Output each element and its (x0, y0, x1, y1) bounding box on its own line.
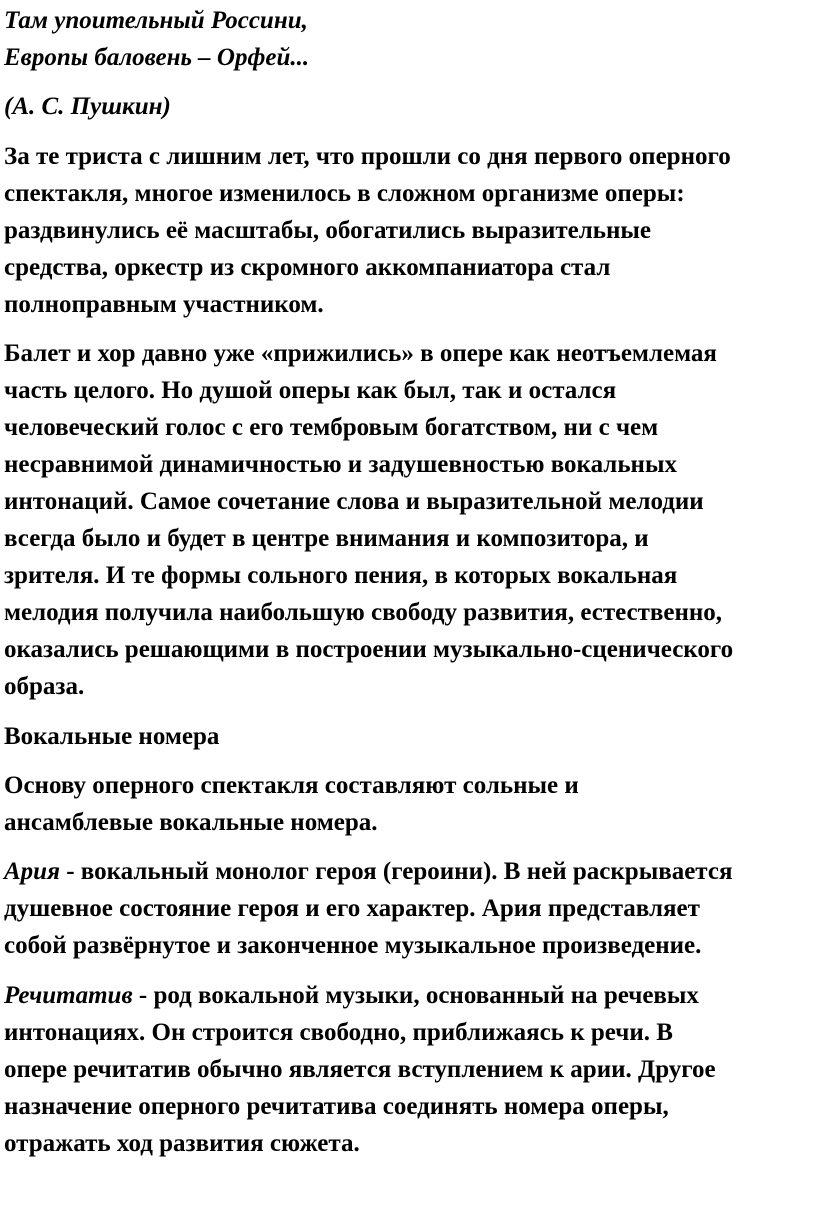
paragraph-intro (4, 138, 814, 323)
text-line: спектакля, многое изменилось в сложном организме оперы: (4, 180, 685, 207)
definition-first-line (4, 853, 814, 890)
text-line: образа. (4, 673, 85, 700)
text-line: собой развёрнутое и законченное музыкальное произведение. (4, 932, 702, 959)
text-line: Балет и хор давно уже «прижились» в опере как неотъемлемая (4, 340, 717, 367)
text-line: назначение оперного речитатива соединять номера оперы, (4, 1093, 669, 1120)
definition-aria (4, 853, 814, 964)
definition-text: - род вокальной музыки, основанный на речевых (132, 982, 699, 1009)
text-line: мелодия получила наибольшую свободу развития, естественно, (4, 599, 723, 626)
epigraph-line-2: Европы баловень – Орфей... (4, 44, 310, 71)
text-line: средства, оркестр из скромного аккомпаниатора стал (4, 254, 611, 281)
text-line: отражать ход развития сюжета. (4, 1130, 360, 1157)
text-line: раздвинулись её масштабы, обогатились выразительные (4, 217, 652, 244)
text-line: человеческий голос с его тембровым богатством, ни с чем (4, 414, 659, 441)
text-line: всегда было и будет в центре внимания и композитора, и (4, 525, 649, 552)
text-line: За те триста с лишним лет, что прошли со дня первого оперного (4, 143, 731, 170)
text-line: зрителя. И те формы сольного пения, в которых вокальная (4, 562, 678, 589)
text-line: Основу оперного спектакля составляют сольные и (4, 772, 579, 799)
paragraph-numbers (4, 767, 814, 841)
definition-recitative (4, 977, 814, 1162)
attribution-text: (А. С. Пушкин) (4, 93, 171, 120)
text-line: интонаций. Самое сочетание слова и выразительной мелодии (4, 488, 704, 515)
term-recitative: Речитатив (4, 982, 133, 1009)
text-line: интонациях. Он строится свободно, приближаясь к речи. В (4, 1019, 673, 1046)
section-heading-text: Вокальные номера (4, 723, 220, 750)
definition-text: - вокальный монолог героя (героини). В ней раскрывается (59, 858, 733, 885)
epigraph-line-1: Там упоительный Россини, (4, 7, 308, 34)
text-line: полноправным участником. (4, 291, 324, 318)
text-line: душевное состояние героя и его характер. Ария представляет (4, 895, 700, 922)
term-aria: Ария (4, 858, 60, 885)
text-line: часть целого. Но душой оперы как был, так и остался (4, 377, 617, 404)
section-heading (4, 718, 814, 755)
epigraph-attribution (4, 88, 814, 125)
text-line: опере речитатив обычно является вступлением к арии. Другое (4, 1056, 716, 1083)
epigraph (4, 2, 814, 76)
definition-first-line (4, 977, 814, 1014)
paragraph-voice (4, 335, 814, 705)
text-line: оказались решающими в построении музыкально-сценического (4, 636, 734, 663)
text-line: несравнимой динамичностью и задушевностью вокальных (4, 451, 677, 478)
text-line: ансамблевые вокальные номера. (4, 809, 378, 836)
document-page (4, 0, 814, 1162)
